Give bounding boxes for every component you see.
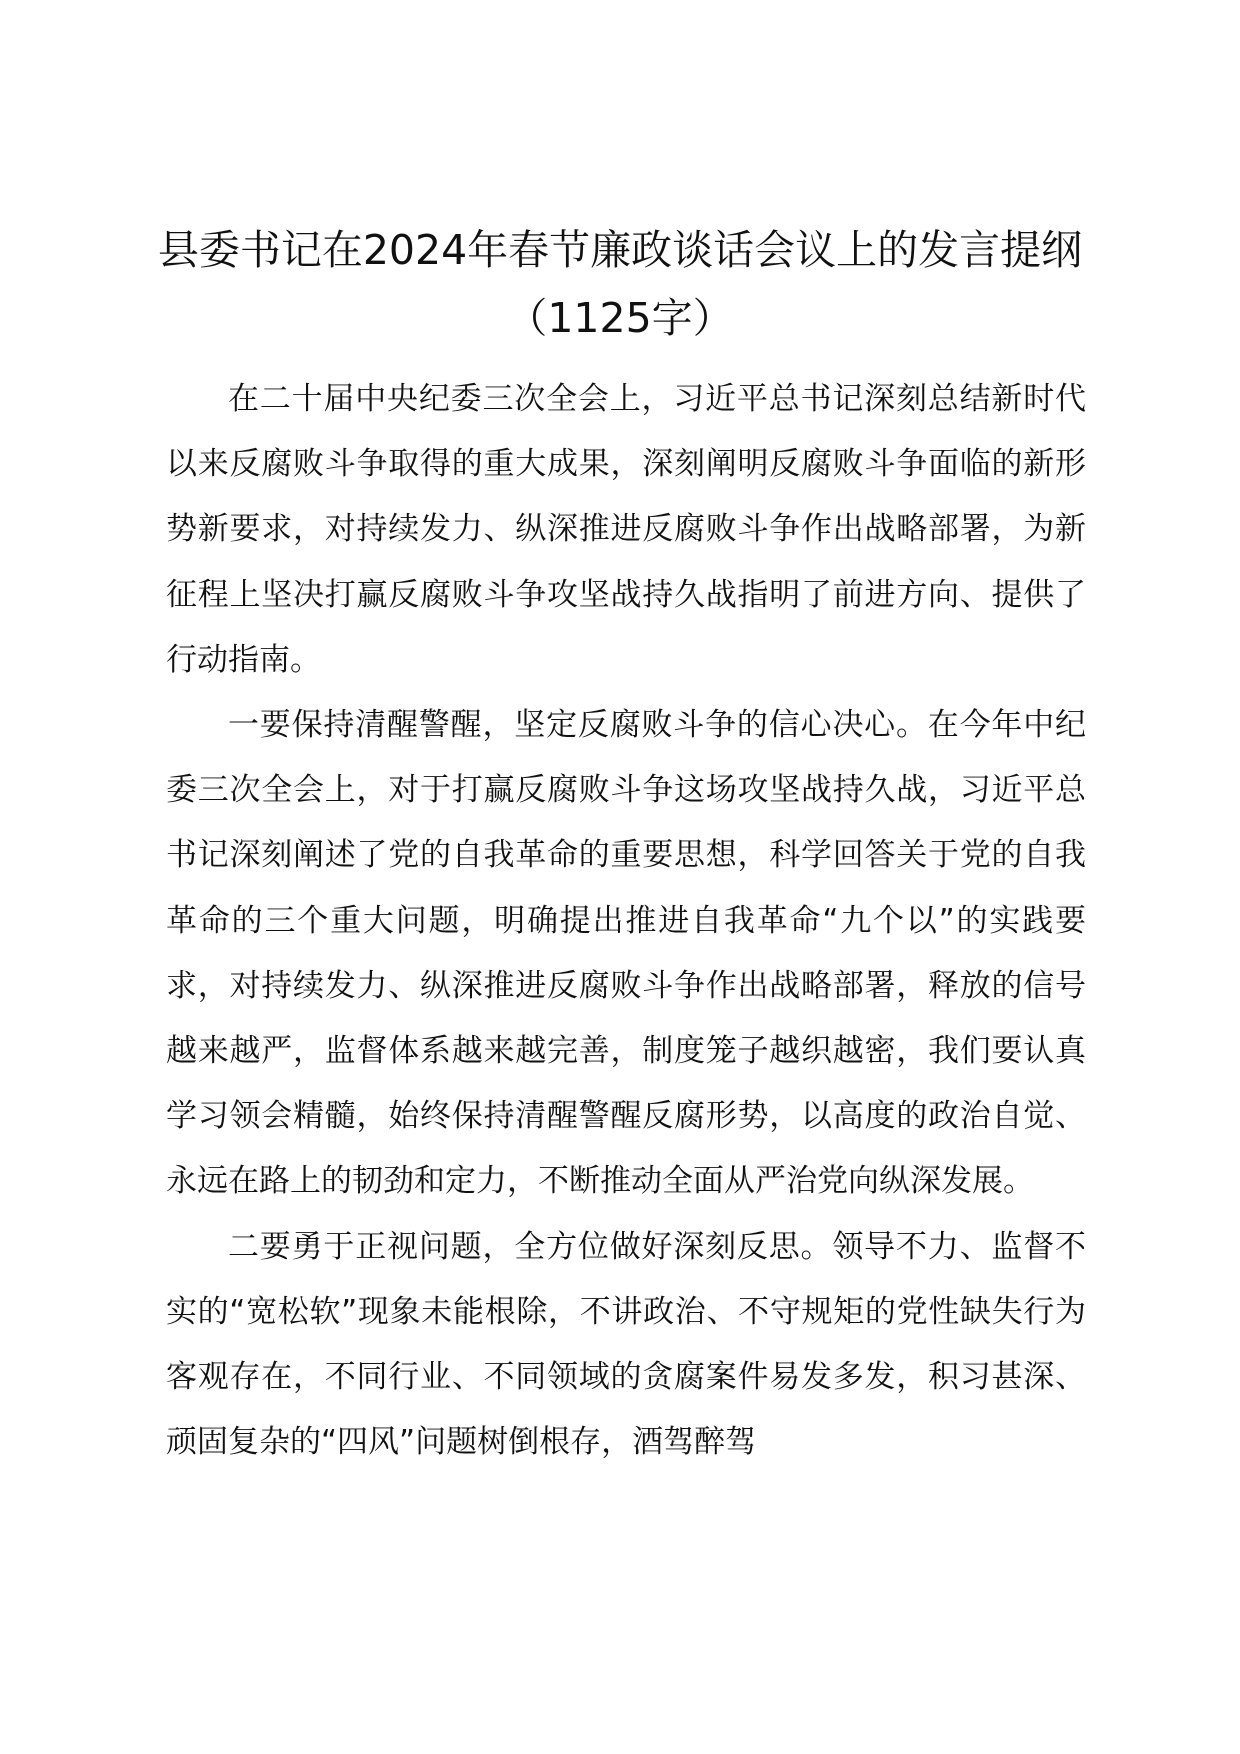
document-title: 县委书记在2024年春节廉政谈话会议上的发言提纲（1125字） — [157, 226, 1083, 342]
paragraph-point-one: 一要保持清醒警醒，坚定反腐败斗争的信心决心。在今年中纪委三次全会上，对于打赢反腐败斗争这场攻坚战持久战，习近平总书记深刻阐述了党的自我革命的重要思想，科学回答关于党的自我革命的三个重大问题，明确提出推进自我革命“九个以”的实践要求，对持续发力、纵深推进反腐败斗争作出战略部署，释放的信号越来越严，监督体系越来越完善，制度笼子越织越密，我们要认真学习领会精髓，始终保持清醒警醒反腐形势，以高度的政治自觉、永远在路上的韧劲和定力，不断推动全面从严治党向纵深发展。 — [166, 707, 1086, 1200]
paragraph-intro: 在二十届中央纪委三次全会上，习近平总书记深刻总结新时代以来反腐败斗争取得的重大成果，深刻阐明反腐败斗争面临的新形势新要求，对持续发力、纵深推进反腐败斗争作出战略部署，为新征程上坚决打赢反腐败斗争攻坚战持久战指明了前进方向、提供了行动指南。 — [166, 381, 1086, 678]
document-body — [166, 367, 1086, 1475]
paragraph-point-two: 二要勇于正视问题，全方位做好深刻反思。领导不力、监督不实的“宽松软”现象未能根除，不讲政治、不守规矩的党性缺失行为客观存在，不同行业、不同领域的贪腐案件易发多发，积习甚深、顽固复杂的“四风”问题树倒根存，酒驾醉驾 — [166, 1228, 1086, 1461]
